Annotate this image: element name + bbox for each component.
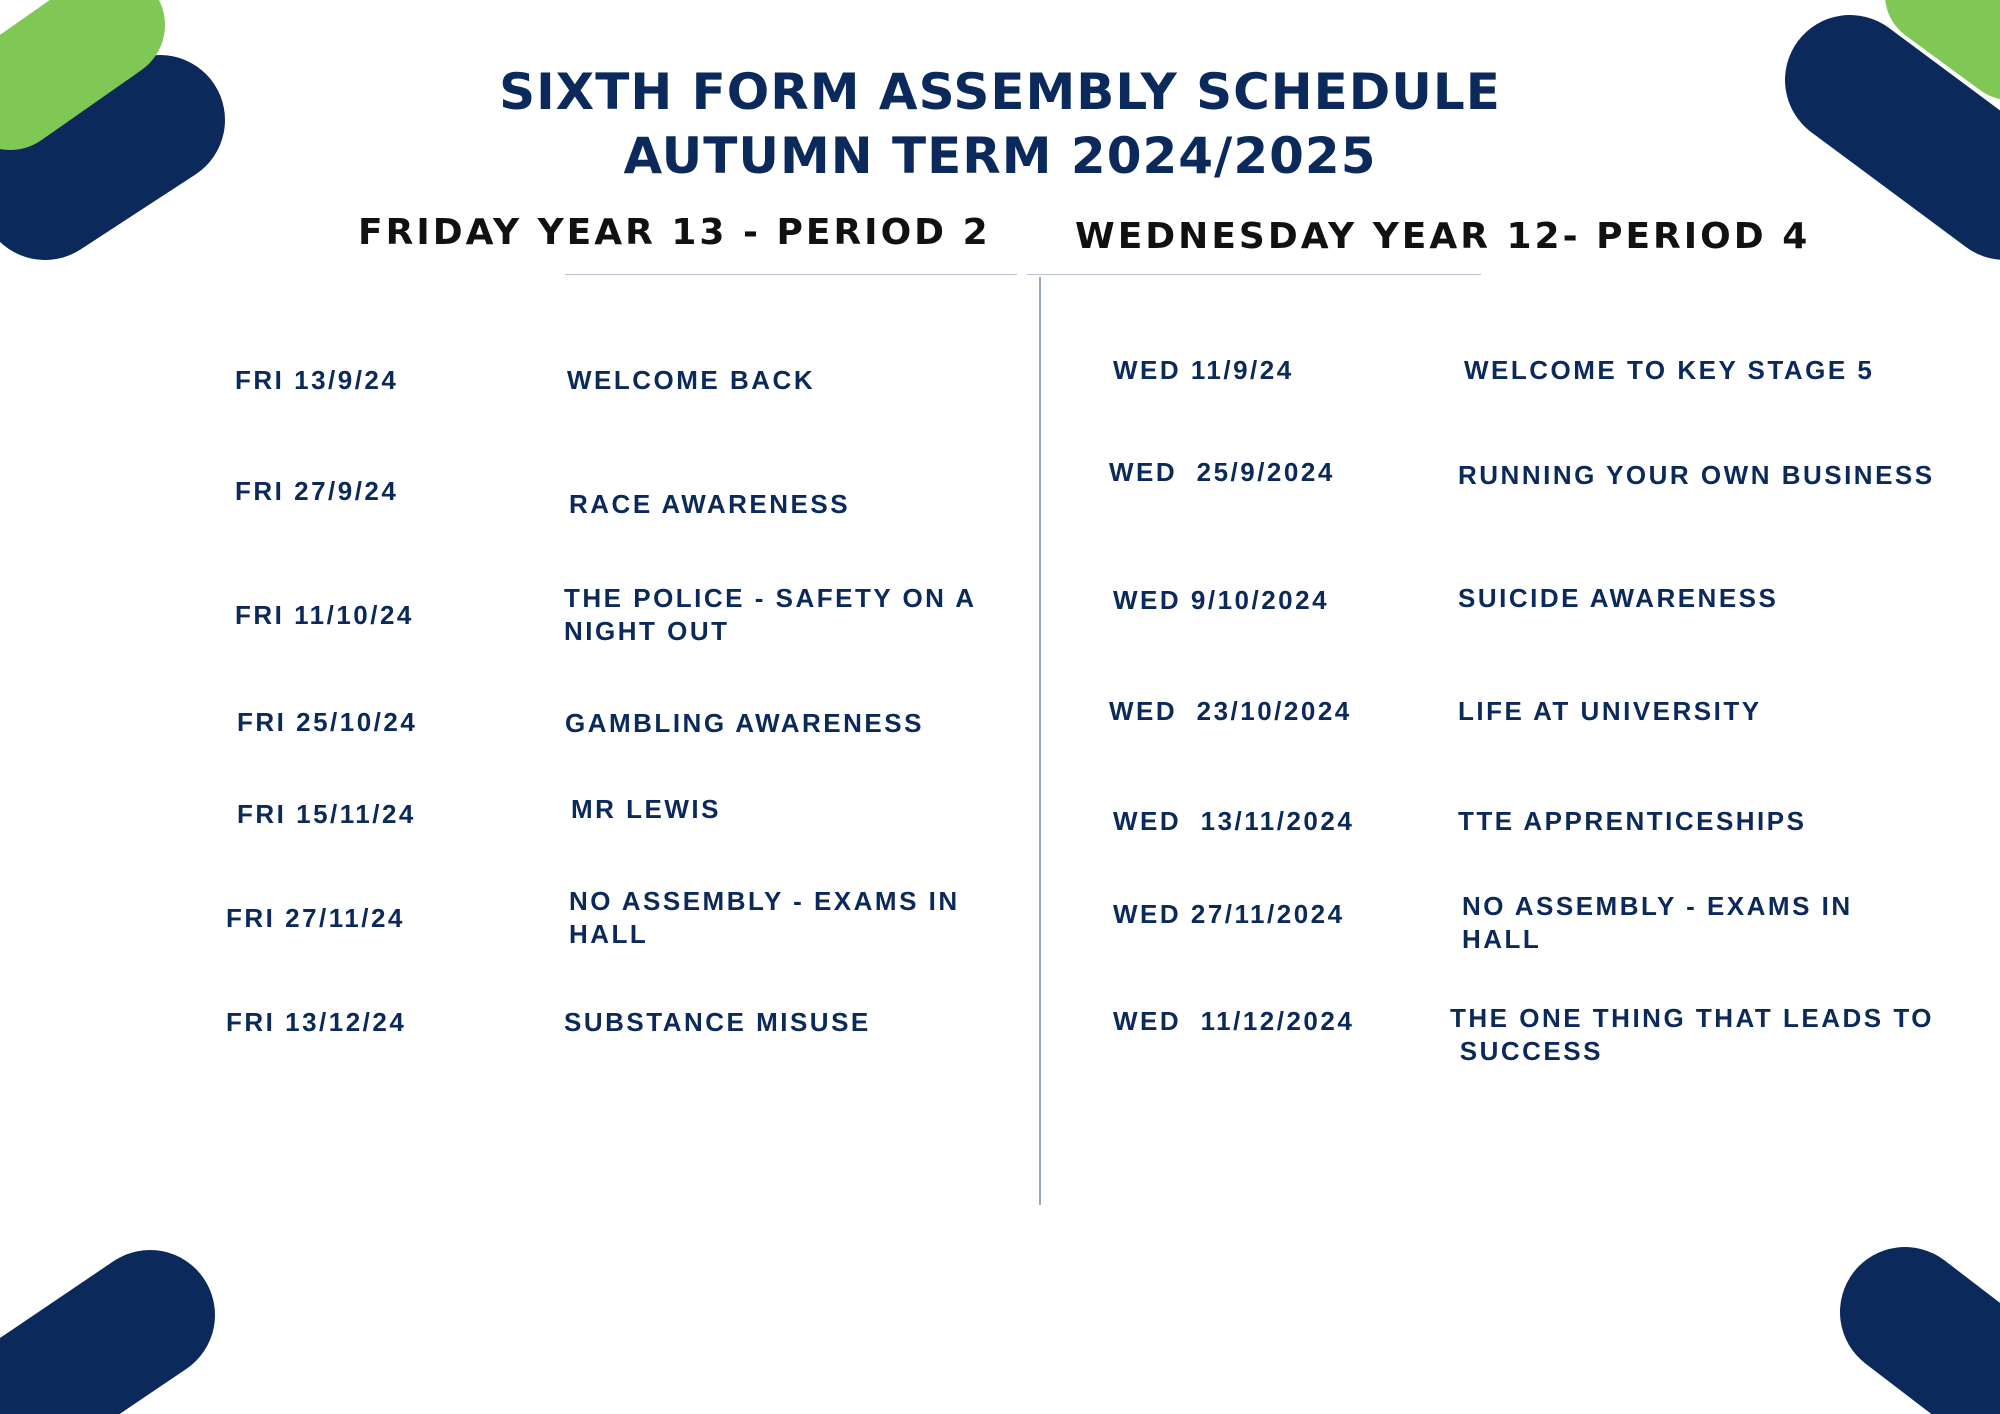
- decor-navy-stripe-bottom-left: [0, 1315, 150, 1414]
- friday-topic: NIGHT OUT: [564, 616, 730, 646]
- friday-topic: NO ASSEMBLY - EXAMS IN: [569, 886, 960, 916]
- wednesday-topic: HALL: [1462, 924, 1542, 954]
- wednesday-heading-divider: [1027, 274, 1481, 275]
- friday-topic: GAMBLING AWARENESS: [565, 708, 924, 738]
- wednesday-date: WED 9/10/2024: [1113, 585, 1330, 615]
- friday-topic: THE POLICE - SAFETY ON A: [564, 583, 977, 613]
- decor-navy-stripe-bottom-right: [1905, 1312, 2000, 1400]
- friday-topic: MR LEWIS: [571, 794, 721, 824]
- friday-date: FRI 13/9/24: [235, 365, 399, 395]
- decor-green-stripe-top-right: [1935, 0, 2000, 50]
- wednesday-topic: NO ASSEMBLY - EXAMS IN: [1462, 891, 1853, 921]
- friday-topic: WELCOME BACK: [567, 365, 816, 395]
- friday-date: FRI 27/9/24: [235, 476, 399, 506]
- wednesday-topic: LIFE AT UNIVERSITY: [1458, 696, 1762, 726]
- wednesday-date: WED 27/11/2024: [1113, 899, 1345, 929]
- wednesday-date: WED 25/9/2024: [1109, 457, 1335, 487]
- wednesday-date: WED 13/11/2024: [1113, 806, 1355, 836]
- wednesday-topic: RUNNING YOUR OWN BUSINESS: [1458, 460, 1935, 490]
- friday-topic: RACE AWARENESS: [569, 489, 851, 519]
- wednesday-date: WED 11/9/24: [1113, 355, 1294, 385]
- wednesday-topic: SUICIDE AWARENESS: [1458, 583, 1779, 613]
- wednesday-date: WED 23/10/2024: [1109, 696, 1352, 726]
- page-subtitle: AUTUMN TERM 2024/2025: [623, 127, 1377, 185]
- friday-date: FRI 15/11/24: [237, 799, 416, 829]
- friday-date: FRI 13/12/24: [226, 1007, 407, 1037]
- friday-topic: HALL: [569, 919, 649, 949]
- wednesday-topic: THE ONE THING THAT LEADS TO: [1450, 1003, 1934, 1033]
- wednesday-topic: WELCOME TO KEY STAGE 5: [1464, 355, 1875, 385]
- friday-date: FRI 25/10/24: [237, 707, 418, 737]
- column-divider: [1039, 277, 1041, 1205]
- friday-heading-divider: [565, 274, 1017, 275]
- friday-date: FRI 27/11/24: [226, 903, 405, 933]
- friday-topic: SUBSTANCE MISUSE: [564, 1007, 871, 1037]
- page-title: SIXTH FORM ASSEMBLY SCHEDULE: [499, 63, 1501, 121]
- friday-column-heading: FRIDAY YEAR 13 - PERIOD 2: [358, 212, 991, 253]
- wednesday-topic: SUCCESS: [1450, 1036, 1603, 1066]
- friday-date: FRI 11/10/24: [235, 600, 414, 630]
- wednesday-column-heading: WEDNESDAY YEAR 12- PERIOD 4: [1075, 216, 1811, 257]
- wednesday-topic: TTE APPRENTICESHIPS: [1458, 806, 1807, 836]
- wednesday-date: WED 11/12/2024: [1113, 1006, 1355, 1036]
